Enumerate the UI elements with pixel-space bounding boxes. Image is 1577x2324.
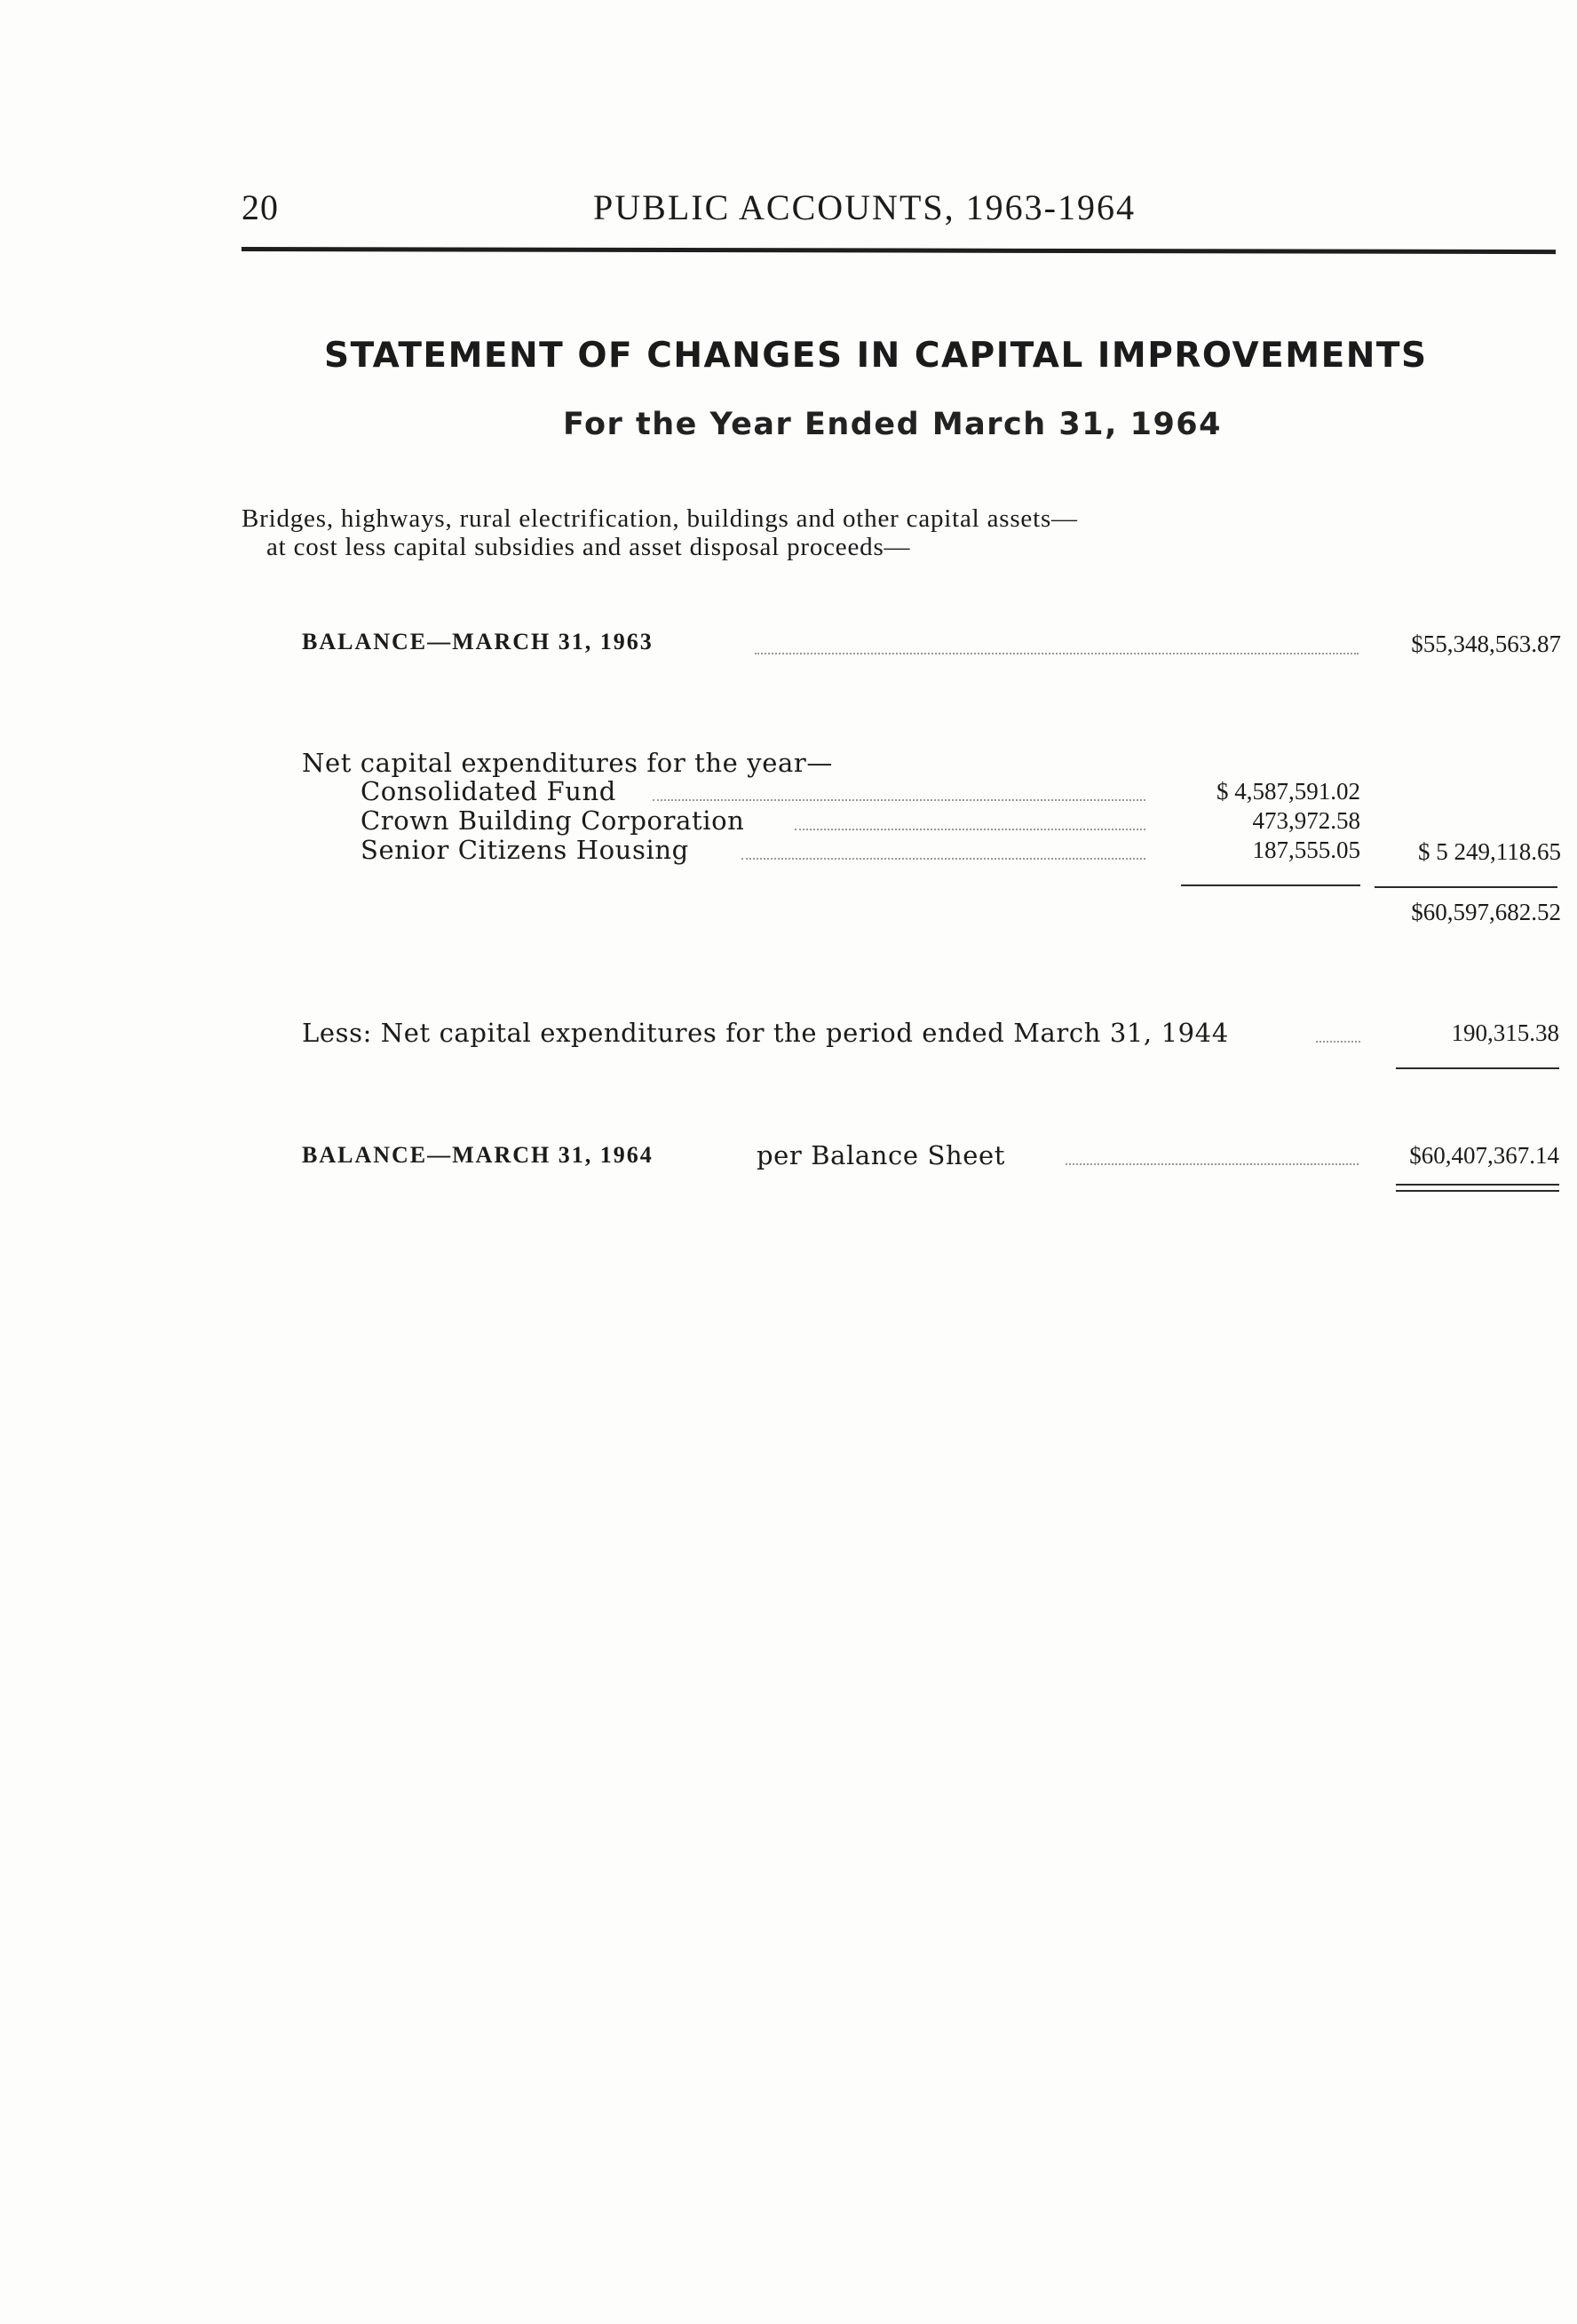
less-label: Less: Net capital expenditures for the period ended March 31, 1944 (302, 1018, 1229, 1048)
leader-dots (795, 829, 1145, 830)
expenditure-item-amount: 187,555.05 (1252, 837, 1360, 863)
leader-dots (1066, 1163, 1359, 1165)
expenditure-item-amount: 473,972.58 (1252, 807, 1360, 834)
opening-balance-amount: $55,348,563.87 (1411, 631, 1561, 657)
expenditure-item-amount: $ 4,587,591.02 (1216, 778, 1360, 805)
double-rule (1396, 1184, 1559, 1186)
leader-dots (1316, 1041, 1360, 1043)
header-rule (242, 247, 1556, 254)
less-amount: 190,315.38 (1451, 1019, 1559, 1046)
leader-dots (653, 799, 1145, 801)
closing-balance-amount: $60,407,367.14 (1409, 1142, 1559, 1169)
description-line-1: Bridges, highways, rural electrification, buildings and other capital assets— (242, 504, 1078, 533)
leader-dots (755, 653, 1359, 654)
expenditure-item-label: Consolidated Fund (361, 776, 616, 806)
sum-rule (1181, 884, 1360, 886)
subtotal-amount: $60,597,682.52 (1411, 899, 1561, 925)
running-title: PUBLIC ACCOUNTS, 1963-1964 (593, 187, 1136, 227)
expenditure-item-label: Senior Citizens Housing (361, 835, 689, 865)
expenditure-item-label: Crown Building Corporation (361, 805, 745, 836)
leader-dots (741, 858, 1145, 860)
sum-rule (1396, 1067, 1559, 1069)
double-rule (1396, 1190, 1559, 1192)
statement-subtitle: For the Year Ended March 31, 1964 (563, 407, 1222, 442)
sum-rule (1375, 886, 1557, 888)
closing-balance-label-suffix: per Balance Sheet (757, 1140, 1005, 1170)
description-line-2: at cost less capital subsidies and asset disposal proceeds— (266, 533, 911, 561)
statement-title: STATEMENT OF CHANGES IN CAPITAL IMPROVEMENTS (324, 336, 1428, 376)
closing-balance-label: BALANCE—MARCH 31, 1964 (302, 1142, 654, 1168)
opening-balance-label: BALANCE—MARCH 31, 1963 (302, 629, 654, 654)
net-expenditures-heading: Net capital expenditures for the year— (302, 748, 833, 778)
page-number: 20 (242, 187, 279, 227)
net-expenditures-total: $ 5 249,118.65 (1418, 838, 1561, 865)
